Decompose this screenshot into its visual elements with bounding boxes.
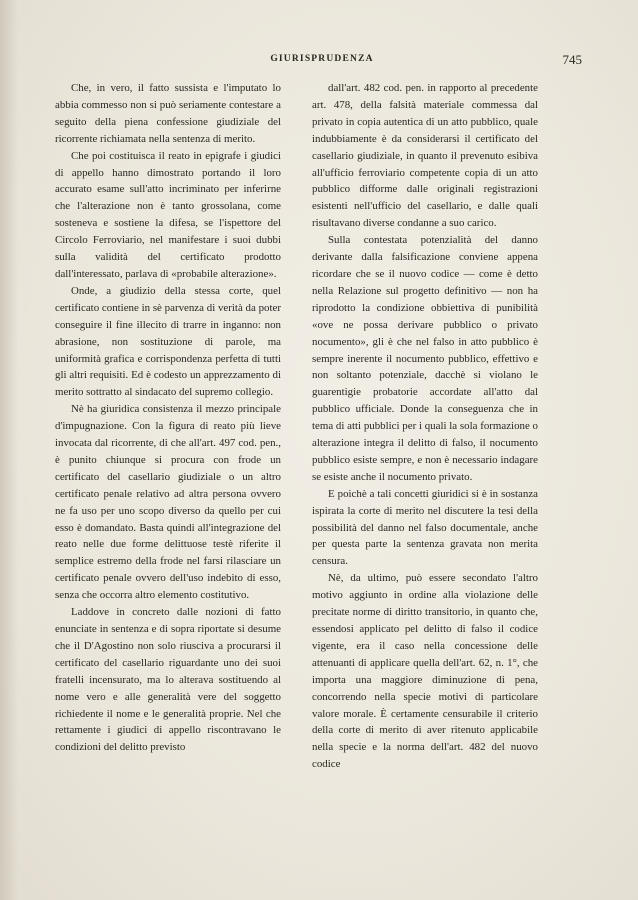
paragraph: dall'art. 482 cod. pen. in rapporto al precedente art. 478, della falsità materiale commessa dal privato in copia autentica di un atto pubblico, quale indubbiamente è da considerarsi il certificato del casellario giudiziale, in quanto il prevenuto esibiva all'ufficio ferroviario competente copia di un atto pubblico difforme dalle originali registrazioni esistenti nell'ufficio del casellario, e dalle quali risultavano diverse condanne a suo carico. — [312, 82, 538, 230]
page-header — [62, 52, 582, 72]
paragraph: E poichè a tali concetti giuridici si è in sostanza ispirata la corte di merito nel discutere la tesi della possibilità del danno nel falso documentale, anche per questa parte la sentenza gravata non merita censura. — [312, 487, 538, 568]
paragraph: Che poi costituisca il reato in epigrafe i giudici di appello hanno dimostrato portando il loro accurato esame sull'atto incriminato per inferirne che l'alterazione non è tanto grossolana, come sosteneva e sostiene la difesa, se l'ispettore del Circolo Ferroviario, nel manifestare i suoi dubbi sulla validità del certificato prodotto dall'interessato, parlava di «probabile alterazione». — [55, 149, 281, 280]
paragraph: Nè, da ultimo, può essere secondato l'altro motivo aggiunto in ordine alla violazione delle precitate norme di diritto transitorio, in quanto che, essendosi applicato pel delitto di falso il codice vigente, era il caso nella concessione delle attenuanti di applicare quella dell'art. 62, n. 1°, che importa una maggiore diminuzione di pena, concorrendo nella specie motivi di particolare valore morale. È certamente censurabile il criterio della corte di merito di aver ritenuto applicabile nella specie e la norma dell'art. 482 del nuovo codice — [312, 572, 538, 771]
paragraph: Che, in vero, il fatto sussista e l'imputato lo abbia commesso non si può seriamente contestare a seguito della piena confessione giudiziale del ricorrente richiamata nella sentenza di merito. — [55, 82, 281, 145]
paragraph: Nè ha giuridica consistenza il mezzo principale d'impugnazione. Con la figura di reato più lieve invocata dal ricorrente, di che all'art. 497 cod. pen., è punito chiunque si procura con frode un certificato del casellario giudiziale o un altro certificato penale relativo ad altra persona ovvero ne fa uso per uno scopo diverso da quello per cui esso è domandato. Basta quindi all'integrazione del reato nelle due forme delittuose testè riferite il semplice estremo della frode nel farsi rilasciare un certificato penale ovvero dell'uso indebito di esso, senza che occorra altro elemento costitutivo. — [55, 403, 281, 602]
running-head: GIURISPRUDENZA — [270, 54, 374, 64]
paragraph: Onde, a giudizio della stessa corte, quel certificato contiene in sè parvenza di verità da poter conseguire il fine illecito di trarre in inganno: non abrasione, non sostituzione di parole, ma uniformità grafica e corrispondenza perfetta di tutti gli altri requisiti. Ed è codesto un apprezzamento di merito sottratto al sindacato del supremo collegio. — [55, 284, 281, 399]
right-column — [312, 80, 538, 773]
paragraph: Sulla contestata potenzialità del danno derivante dalla falsificazione conviene appena ricordare che se il nuovo codice — come è detto nella Relazione sul progetto definitivo — non ha riprodotto la condizione obbiettiva di punibilità «ove ne possa derivare pubblico o privato nocumento», gli è che nel falso in atto pubblico è sempre inerente il nocumento pubblico, effettivo e non soltanto potenziale, dacchè si violano le guarentigie probatorie accordate all'atto dal pubblico ufficiale. Donde la conseguenza che in tema di atti pubblici per i quali la sola formazione o alterazione integra il delitto di falso, il nocumento pubblico esiste sempre, e non è necessario indagare se esiste anche il nocumento privato. — [312, 234, 538, 483]
paragraph: Laddove in concreto dalle nozioni di fatto enunciate in sentenza e di sopra riportate si desume che il D'Agostino non solo riusciva a procurarsi il certificato del casellario riguardante uno dei suoi fratelli incensurato, ma lo alterava sostituendo al nome vero e alle generalità vere del soggetto richiedente il nome e le generalità proprie. Nel che rettamente i giudici di appello riscontravano le condizioni del delitto previsto — [55, 606, 281, 754]
page-number: 745 — [562, 52, 582, 67]
page-gutter-shadow — [0, 0, 18, 900]
left-column — [55, 80, 281, 756]
